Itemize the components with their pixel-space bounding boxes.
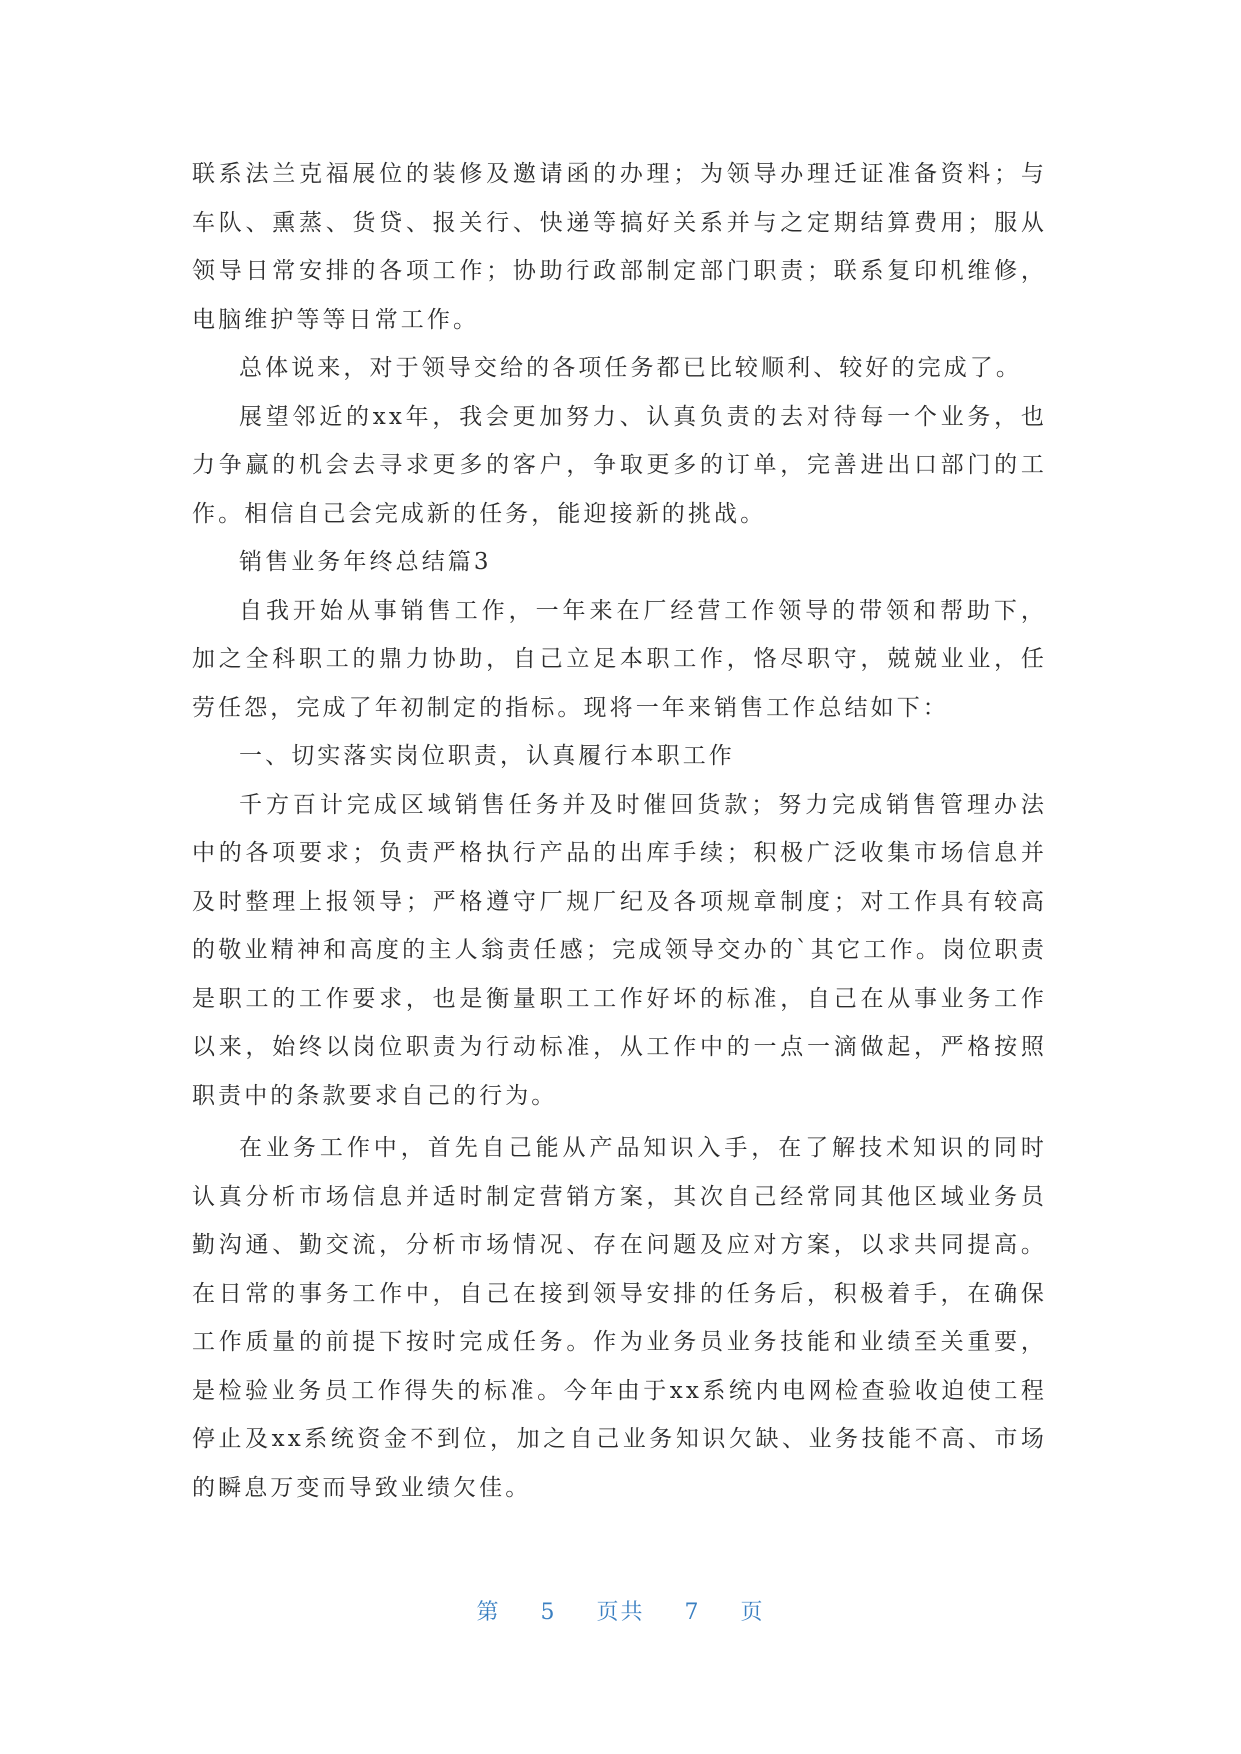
footer-suffix: 页 [740,1600,765,1625]
paragraph-outlook: 展望邻近的xx年，我会更加努力、认真负责的去对待每一个业务，也力争赢的机会去寻求更多的客户，争取更多的订单，完善进出口部门的工作。相信自己会完成新的任务，能迎接新的挑战。 [192,403,1047,527]
footer-prefix: 第 [476,1600,501,1625]
paragraph-work: 在业务工作中，首先自己能从产品知识入手，在了解技术知识的同时认真分析市场信息并适时制定营销方案，其次自己经常同其他区域业务员勤沟通、勤交流，分析市场情况、存在问题及应对方案，以求共同提高。在日常的事务工作中，自己在接到领导安排的任务后，积极着手，在确保工作质量的前提下按时完成任务。作为业务员业务技能和业绩至关重要，是检验业务员工作得失的标准。今年由于xx系统内电网检查验收迫使工程停止及xx系统资金不到位，加之自己业务知识欠缺、业务技能不高、市场的瞬息万变而导致业绩欠佳。 [192,1135,1047,1501]
subsection-heading: 一、切实落实岗位职责，认真履行本职工作 [239,743,735,769]
paragraph-intro: 自我开始从事销售工作，一年来在厂经营工作领导的带领和帮助下，加之全科职工的鼎力协助，自己立足本职工作，恪尽职守，兢兢业业，任劳任怨，完成了年初制定的指标。现将一年来销售工作总结如下： [192,597,1047,721]
paragraph-continuation: 联系法兰克福展位的装修及邀请函的办理；为领导办理迁证准备资料；与车队、熏蒸、货贷、报关行、快递等搞好关系并与之定期结算费用；服从领导日常安排的各项工作；协助行政部制定部门职责；联系复印机维修，电脑维护等等日常工作。 [192,161,1047,333]
footer-total-pages: 7 [684,1600,701,1625]
paragraph-summary: 总体说来，对于领导交给的各项任务都已比较顺利、较好的完成了。 [239,355,1022,381]
page-body [192,150,1047,1512]
page-footer [0,1595,1241,1626]
paragraph-duties: 千方百计完成区域销售任务并及时催回货款；努力完成销售管理办法中的各项要求；负责严格执行产品的出库手续；积极广泛收集市场信息并及时整理上报领导；严格遵守厂规厂纪及各项规章制度；对工作具有较高的敬业精神和高度的主人翁责任感；完成领导交办的`其它工作。岗位职责是职工的工作要求，也是衡量职工工作好坏的标准，自己在从事业务工作以来，始终以岗位职责为行动标准，从工作中的一点一滴做起，严格按照职责中的条款要求自己的行为。 [192,791,1047,1109]
footer-current-page: 5 [540,1600,557,1625]
section-heading: 销售业务年终总结篇3 [239,549,492,575]
footer-middle: 页共 [596,1600,645,1625]
